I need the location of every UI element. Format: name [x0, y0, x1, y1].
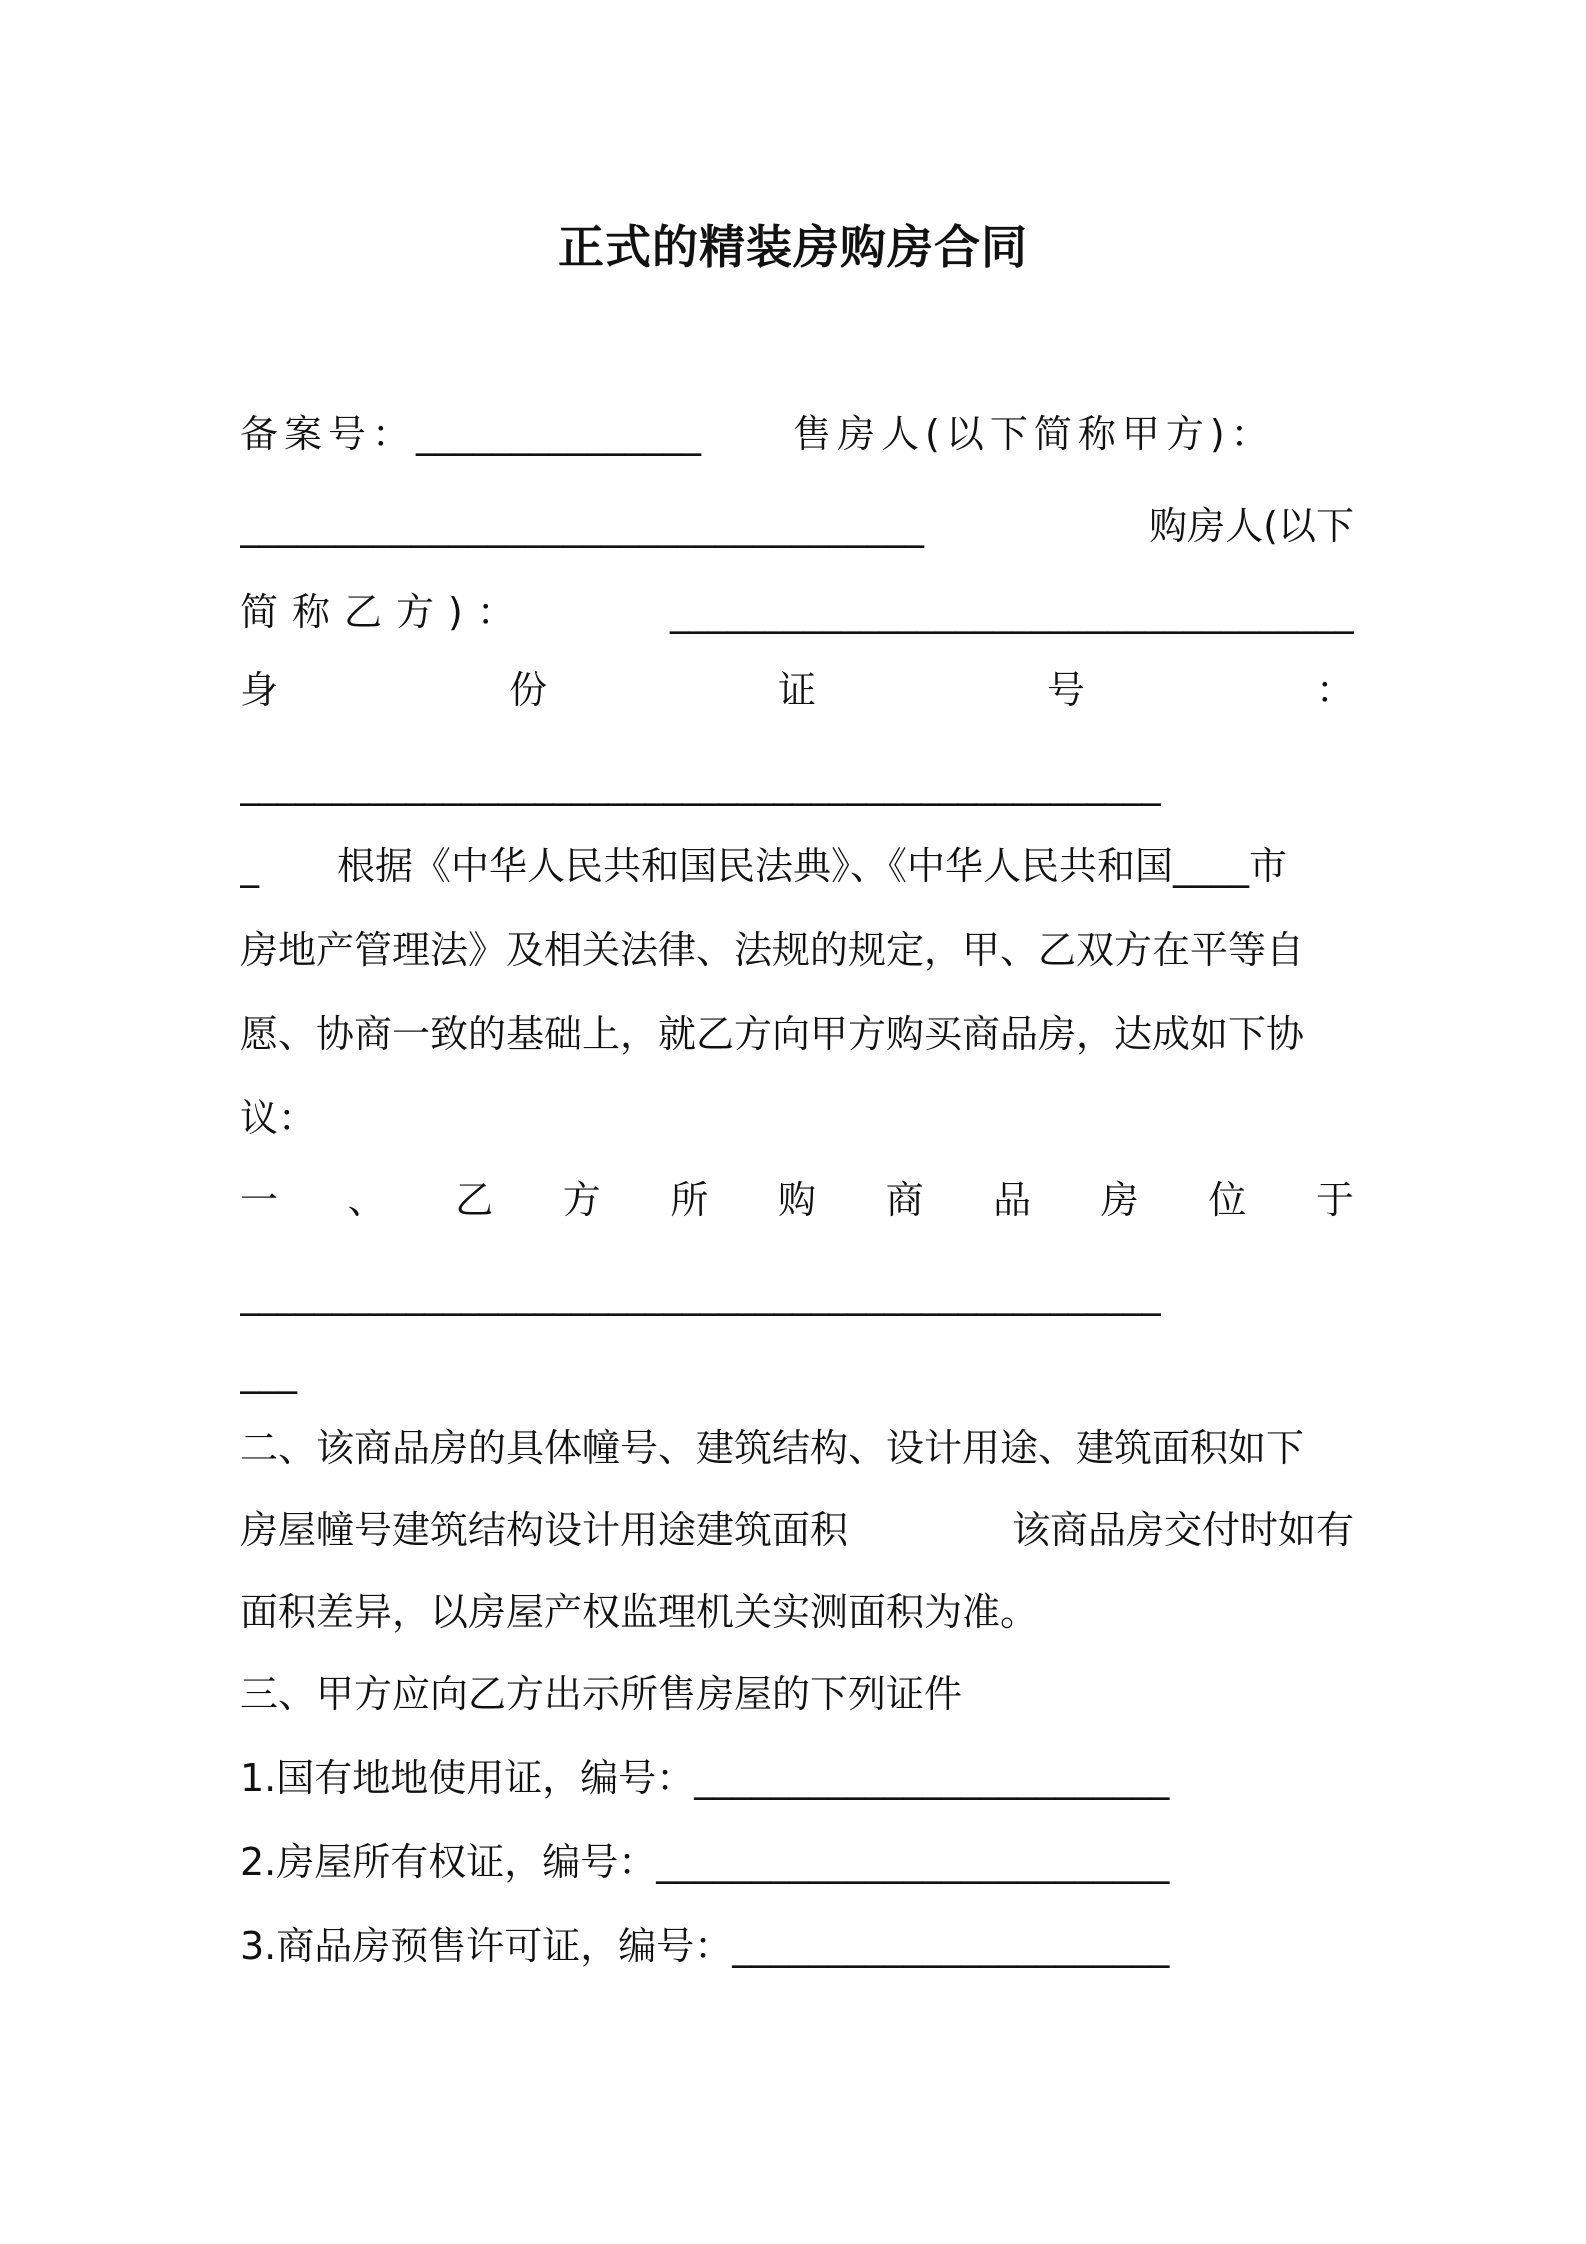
- clause-1-char: 乙: [455, 1178, 494, 1222]
- certificate-number-blank: ___________________________: [656, 1840, 1170, 1884]
- clause-1-char: 商: [885, 1178, 924, 1222]
- clause-2-line-2: [240, 1500, 1354, 1560]
- certificate-item: [240, 1832, 1354, 1892]
- clause-1-char: 位: [1208, 1178, 1247, 1222]
- id-char: 号: [1046, 668, 1085, 712]
- clause-1-char: 方: [562, 1178, 601, 1222]
- certificate-number-blank: _______________________: [732, 1924, 1170, 1968]
- certificate-label: 2.房屋所有权证，编号：: [240, 1840, 657, 1884]
- clause-1-blank-tail: ___: [240, 1350, 297, 1394]
- clause-1-char: 于: [1315, 1178, 1354, 1222]
- certificate-label: 3.商品房预售许可证，编号：: [240, 1924, 733, 1968]
- buyer-line: [240, 582, 1354, 642]
- id-blank-tail: _: [240, 844, 259, 888]
- clause-1-line: [240, 1170, 1354, 1230]
- clause-2-table-headers: 房屋幢号建筑结构设计用途建筑面积: [240, 1508, 849, 1552]
- clause-1-char: 房: [1100, 1178, 1139, 1222]
- clause-3-heading: 三、甲方应向乙方出示所售房屋的下列证件: [240, 1672, 963, 1716]
- clause-1-char: 品: [993, 1178, 1032, 1222]
- preamble-line-4: 议：: [240, 1096, 317, 1140]
- clause-2-delivery-text: 该商品房交付时如有: [1011, 1508, 1354, 1552]
- buyer-label-prefix: 购房人(以下: [1149, 504, 1354, 548]
- id-char: 份: [508, 668, 547, 712]
- clause-2-line-3: 面积差异，以房屋产权监理机关实测面积为准。: [240, 1590, 1039, 1634]
- clause-1-char: 所: [670, 1178, 709, 1222]
- id-number-blank: __________________________________________________: [240, 762, 1161, 806]
- buyer-label-suffix: 简称乙方)：: [240, 590, 529, 634]
- certificate-number-blank: _________________________: [694, 1756, 1170, 1800]
- preamble-line-2: 房地产管理法》及相关法律、法规的规定，甲、乙双方在平等自: [240, 928, 1305, 972]
- certificate-item: [240, 1916, 1354, 1976]
- clause-1-char: 一: [240, 1178, 279, 1222]
- preamble-text-1: 根据《中华人民共和国民法典》、《中华人民共和国____市: [337, 844, 1288, 888]
- certificate-item: [240, 1748, 1354, 1808]
- seller-buyer-line: [240, 496, 1354, 556]
- record-no-blank: _______________: [416, 412, 702, 456]
- seller-blank: ____________________________________: [240, 504, 924, 548]
- clause-2-line-1: 二、该商品房的具体幢号、建筑结构、设计用途、建筑面积如下: [240, 1426, 1305, 1470]
- id-char: 身: [240, 668, 279, 712]
- clause-1-char: 购: [777, 1178, 816, 1222]
- preamble-line-1: [240, 836, 1354, 896]
- seller-label: 售房人(以下简称甲方)：: [793, 412, 1275, 456]
- id-char: 证: [777, 668, 816, 712]
- preamble-line-3: 愿、协商一致的基础上，就乙方向甲方购买商品房，达成如下协: [240, 1012, 1305, 1056]
- record-no-label: 备案号：: [240, 412, 417, 456]
- id-char: ：: [1315, 668, 1354, 712]
- certificate-label: 1.国有地地使用证，编号：: [240, 1756, 695, 1800]
- clause-1-char: 、: [347, 1178, 386, 1222]
- clause-1-blank: __________________________________________________: [240, 1272, 1161, 1316]
- buyer-blank: ____________________________________: [670, 590, 1354, 634]
- id-number-line: [240, 660, 1354, 720]
- document-title: 正式的精装房购房合同: [558, 220, 1028, 274]
- record-seller-line: [240, 404, 1354, 464]
